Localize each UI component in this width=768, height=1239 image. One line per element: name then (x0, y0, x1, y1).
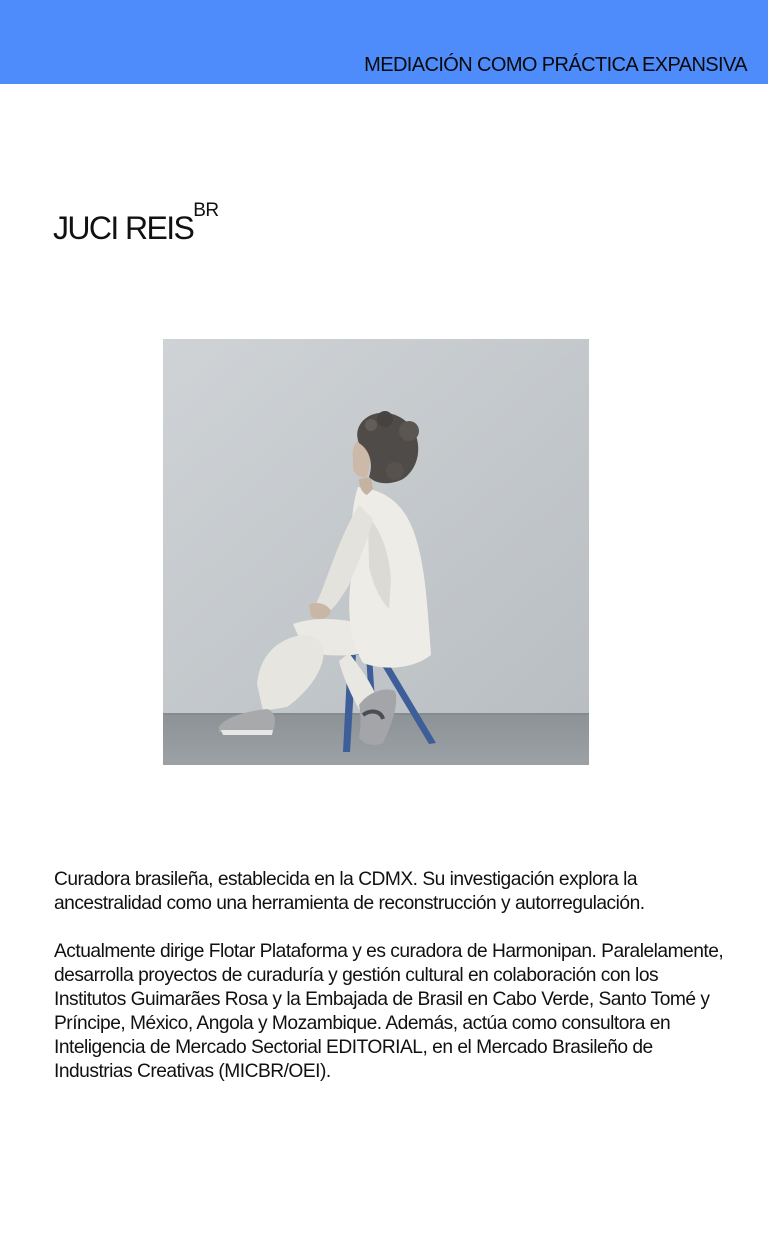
country-code: BR (193, 200, 219, 221)
person-name: JUCI REIS (53, 210, 194, 246)
page-title (53, 200, 219, 248)
top-banner (0, 0, 768, 84)
portrait-photo (163, 339, 589, 765)
site-title-link[interactable]: MEDIACIÓN COMO PRÁCTICA EXPANSIVA (364, 54, 747, 76)
biography (54, 868, 724, 1108)
bio-paragraph: Curadora brasileña, establecida en la CDMX. Su investigación explora la ancestralidad como una herramienta de reconstrucción y autorregulación. (54, 869, 645, 914)
bio-paragraph: Actualmente dirige Flotar Plataforma y es curadora de Harmonipan. Paralelamente, desarrolla proyectos de curaduría y gestión cultural en colaboración con los Institutos Guimarães Rosa y la Embajada de Brasil en Cabo Verde, Santo Tomé y Príncipe, México, Angola y Mozambique. Además, actúa como consultora en Inteligencia de Mercado Sectorial EDITORIAL, en el Mercado Brasileño de Industrias Creativas (MICBR/OEI). (54, 941, 724, 1082)
